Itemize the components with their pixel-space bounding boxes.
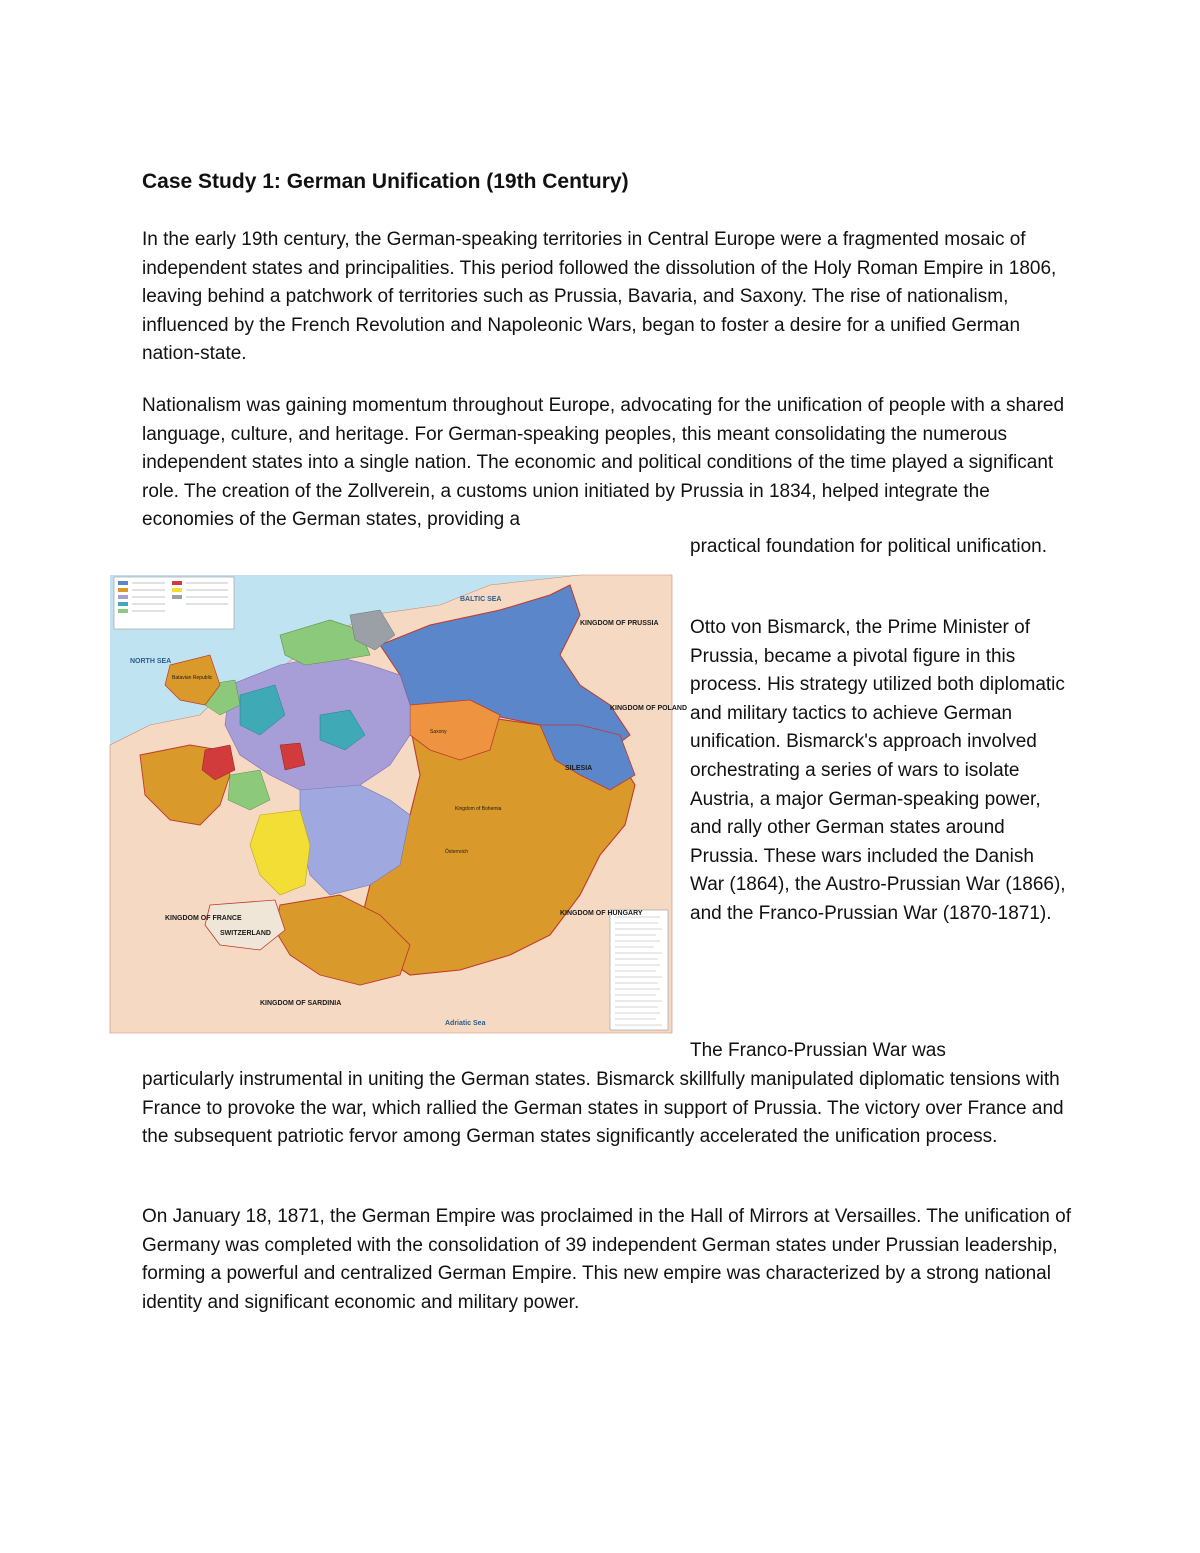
paragraph-franco-prussian: particularly instrumental in uniting the German states. Bismarck skillfully manipulated diplomatic tensions with France to provoke the war, which rallied the German states in support of Prussia. The victory over France and the subsequent patriotic fervor among German states significantly accelerated the unification process. xyxy=(142,1069,1064,1148)
label-archduchy-of-austria: Österreich xyxy=(445,849,469,855)
historical-map-image xyxy=(110,575,687,1033)
legend-swatch-prussia xyxy=(118,581,128,585)
map-svg xyxy=(110,575,687,1033)
paragraph-nationalism: Nationalism was gaining momentum throughout Europe, advocating for the unification of people with a shared language, culture, and heritage. For German-speaking peoples, this meant consolidating the numerous independent states into a single nation. The economic and political conditions of the time played a significant role. The creation of the Zollverein, a customs union initiated by Prussia in 1834, helped integrate the economies of the German states, providing a xyxy=(142,395,1065,531)
map-index-box xyxy=(610,910,668,1030)
legend-swatch-grey xyxy=(172,595,182,599)
label-kingdom-of-france: KINGDOM OF FRANCE xyxy=(165,915,242,922)
paragraph-bismarck: Otto von Bismarck, the Prime Minister of Prussia, became a pivotal figure in this process. His strategy utilized both diplomatic and military tactics to achieve German unification. Bismarck's approach involved orchestrating a series of wars to isolate Austria, a major German-speaking power, and rally other German states around Prussia. These wars included the Danish War (1864), the Austro-Prussian War (1866), and the Franco-Prussian War (1870-1871). xyxy=(690,617,1066,924)
paragraph-nationalism-continued: practical foundation for political unification. xyxy=(690,536,1047,557)
label-north-sea: NORTH SEA xyxy=(130,658,172,665)
label-adriatic-sea: Adriatic Sea xyxy=(445,1020,486,1027)
label-silesia: SILESIA xyxy=(565,765,593,772)
label-kingdom-of-hungary: KINGDOM OF HUNGARY xyxy=(560,910,643,917)
label-saxony: Saxony xyxy=(430,729,447,735)
label-kingdom-of-poland: KINGDOM OF POLAND xyxy=(610,705,687,712)
paragraph-proclamation: On January 18, 1871, the German Empire was proclaimed in the Hall of Mirrors at Versailles. The unification of Germany was completed with the consolidation of 39 independent German states under Prussian leadership, forming a powerful and centralized German Empire. This new empire was characterized by a strong national identity and significant economic and military power. xyxy=(142,1206,1071,1313)
legend-swatch-green xyxy=(118,609,128,613)
label-kingdom-of-bohemia: Kingdom of Bohemia xyxy=(455,806,502,812)
legend-swatch-red xyxy=(172,581,182,585)
paragraph-franco-prussian-lead: The Franco-Prussian War was xyxy=(690,1040,946,1061)
legend-swatch-yellow xyxy=(172,588,182,592)
paragraph-intro: In the early 19th century, the German-speaking territories in Central Europe were a fragmented mosaic of independent states and principalities. This period followed the dissolution of the Holy Roman Empire in 1806, leaving behind a patchwork of territories such as Prussia, Bavaria, and Saxony. The rise of nationalism, influenced by the French Revolution and Napoleonic Wars, began to foster a desire for a unified German nation-state. xyxy=(142,229,1057,365)
label-kingdom-of-sardinia: KINGDOM OF SARDINIA xyxy=(260,1000,342,1007)
legend-swatch-lavender xyxy=(118,595,128,599)
label-switzerland: SWITZERLAND xyxy=(220,930,271,937)
label-kingdom-of-prussia: KINGDOM OF PRUSSIA xyxy=(580,620,659,627)
document-title: Case Study 1: German Unification (19th Century) xyxy=(142,170,629,193)
label-baltic-sea: BALTIC SEA xyxy=(460,596,502,603)
label-batavian-republic: Batavian Republic xyxy=(172,675,213,681)
legend-swatch-teal xyxy=(118,602,128,606)
legend-swatch-habsburg xyxy=(118,588,128,592)
